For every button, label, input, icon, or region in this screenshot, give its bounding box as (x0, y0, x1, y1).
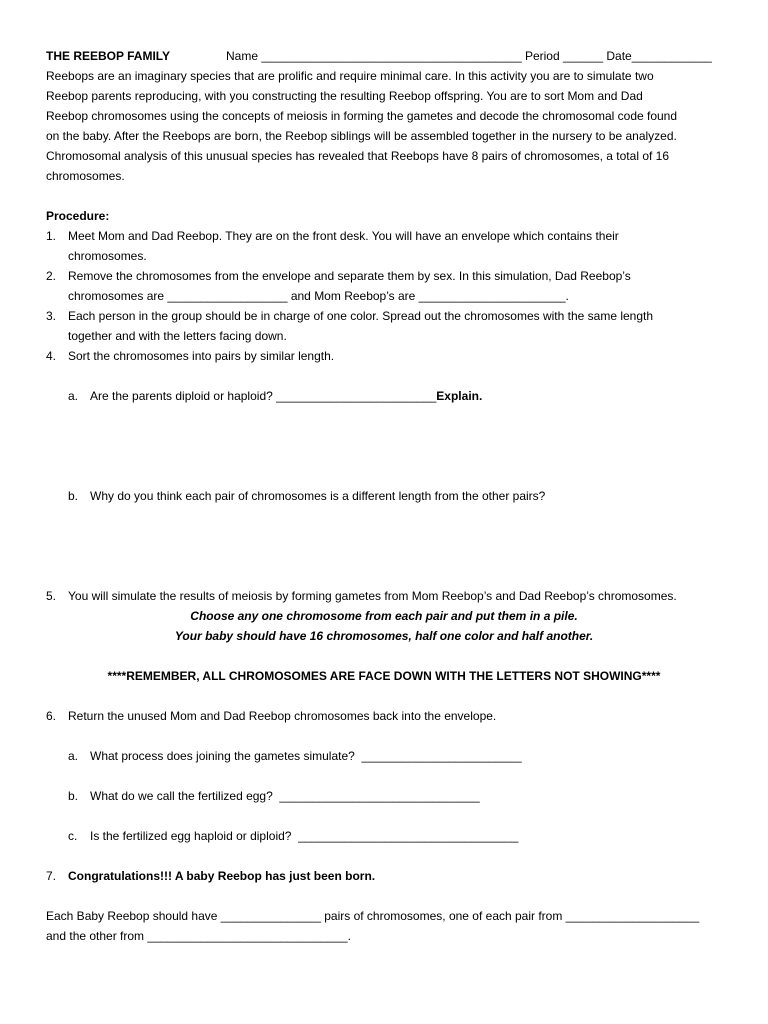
question-letter: b. (68, 489, 79, 503)
step-2-text: Remove the chromosomes from the envelope and separate them by sex. In this simulation, Dad Reebop’s (68, 269, 631, 283)
step-1-text: Meet Mom and Dad Reebop. They are on the front desk. You will have an envelope which contains their (68, 229, 619, 243)
question-6c: Is the fertilized egg haploid or diploid? _________________________________ (90, 829, 519, 843)
remember-notice: ****REMEMBER, ALL CHROMOSOMES ARE FACE DOWN WITH THE LETTERS NOT SHOWING**** (107, 669, 661, 683)
intro-line: on the baby. After the Reebops are born, the Reebop siblings will be assembled together in the nursery to be analyzed. (46, 129, 677, 143)
step-7-text: Congratulations!!! A baby Reebop has just been born. (68, 869, 376, 883)
question-letter: c. (68, 829, 78, 843)
worksheet-title: THE REEBOP FAMILY (46, 49, 171, 63)
intro-line: chromosomes. (46, 169, 125, 183)
question-letter: a. (68, 389, 79, 403)
step-number: 7. (46, 869, 57, 883)
step-3-text: together and with the letters facing down. (68, 329, 287, 343)
step-1-text: chromosomes. (68, 249, 147, 263)
step-5-text: You will simulate the results of meiosis by forming gametes from Mom Reebop’s and Dad Reebop’s chromosomes. (68, 589, 677, 603)
question-6a: What process does joining the gametes simulate? ________________________ (90, 749, 522, 763)
step-number: 4. (46, 349, 57, 363)
closing-line: and the other from ______________________________. (46, 929, 351, 943)
step-2-text: chromosomes are __________________ and Mom Reebop’s are ______________________. (68, 289, 569, 303)
step-6-text: Return the unused Mom and Dad Reebop chromosomes back into the envelope. (68, 709, 497, 723)
procedure-heading: Procedure: (46, 209, 110, 223)
step-5-instruction: Your baby should have 16 chromosomes, half one color and half another. (174, 629, 594, 643)
step-5-instruction: Choose any one chromosome from each pair and put them in a pile. (190, 609, 578, 623)
question-6b: What do we call the fertilized egg? ______________________________ (90, 789, 480, 803)
question-letter: b. (68, 789, 79, 803)
question-4a-text: Are the parents diploid or haploid? ________________________ (90, 389, 437, 403)
question-4a-explain: Explain. (436, 389, 483, 403)
question-4b: Why do you think each pair of chromosomes is a different length from the other pairs? (90, 489, 546, 503)
step-number: 1. (46, 229, 57, 243)
step-number: 2. (46, 269, 57, 283)
student-info-fields: Name _______________________________________ Period ______ Date____________ (226, 49, 712, 63)
step-4-text: Sort the chromosomes into pairs by similar length. (68, 349, 335, 363)
step-number: 3. (46, 309, 57, 323)
intro-line: Chromosomal analysis of this unusual species has revealed that Reebops have 8 pairs of chromosomes, a total of 16 (46, 149, 670, 163)
intro-line: Reebops are an imaginary species that are prolific and require minimal care. In this activity you are to simulate two (46, 69, 654, 83)
intro-line: Reebop parents reproducing, with you constructing the resulting Reebop offspring. You are to sort Mom and Dad (46, 89, 643, 103)
step-number: 6. (46, 709, 57, 723)
closing-line: Each Baby Reebop should have _______________ pairs of chromosomes, one of each pair from ____________________ (46, 909, 700, 923)
step-3-text: Each person in the group should be in charge of one color. Spread out the chromosomes with the same length (68, 309, 654, 323)
intro-line: Reebop chromosomes using the concepts of meiosis in forming the gametes and decode the chromosomal code found (46, 109, 678, 123)
question-letter: a. (68, 749, 79, 763)
step-number: 5. (46, 589, 57, 603)
question-4a (90, 388, 482, 404)
